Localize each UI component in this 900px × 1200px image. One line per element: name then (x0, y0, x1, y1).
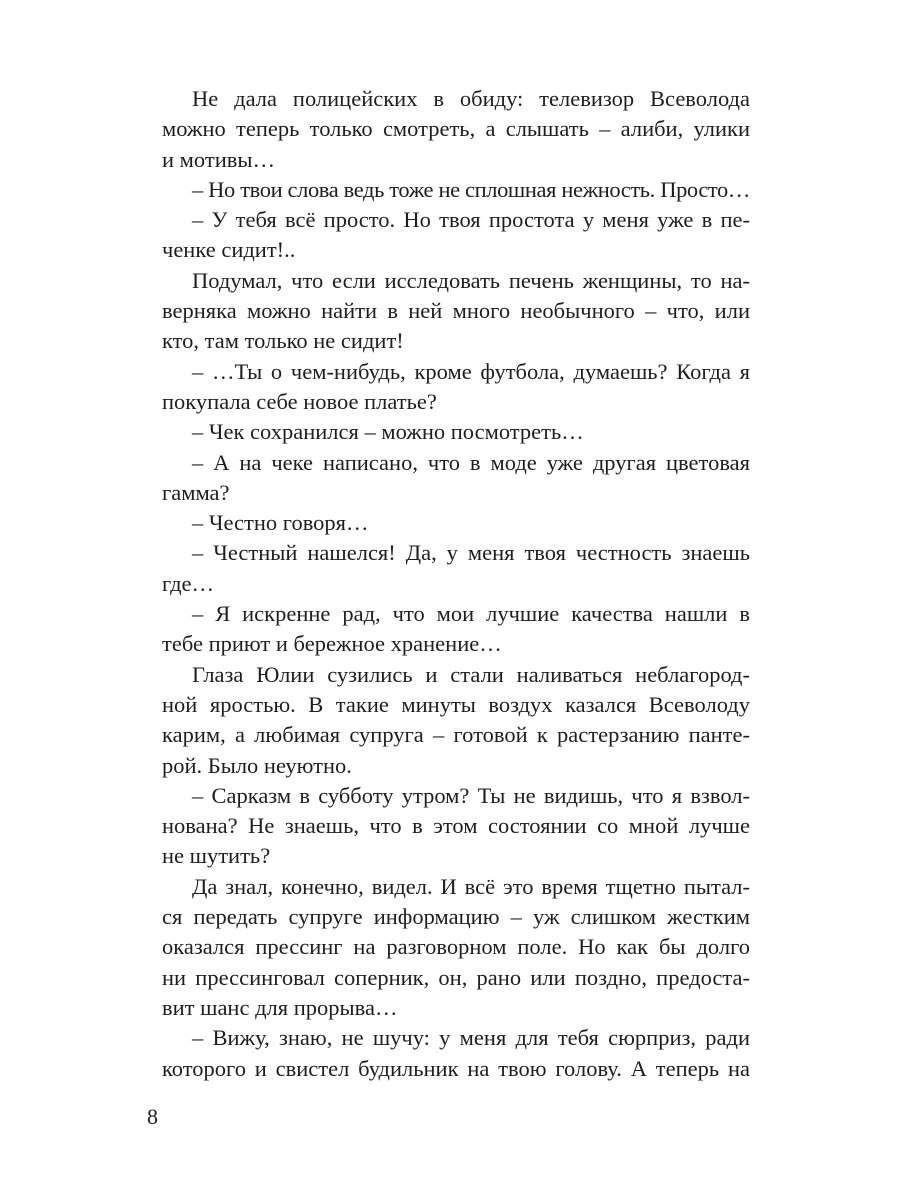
text-line: тебе приют и бережное хранение… (162, 631, 502, 657)
text-line: – Но твои слова ведь тоже не сплошная нежность. Просто… (192, 176, 750, 202)
text-line: карим, а любимая супруга – готовой к растерзанию панте- (162, 722, 750, 748)
text-line: покупала себе новое платье? (162, 388, 437, 414)
text-line: нована? Не знаешь, что в этом состоянии со мной лучше (162, 813, 750, 839)
text-line: – Сарказм в субботу утром? Ты не видишь, что я взвол- (192, 782, 750, 808)
page-number: 8 (147, 1104, 158, 1129)
text-line: и мотивы… (162, 146, 275, 172)
text-line: – У тебя всё просто. Но твоя простота у меня уже в пе- (192, 207, 750, 233)
text-line: – Честно говоря… (192, 510, 369, 536)
text-line: рой. Было неуютно. (162, 752, 352, 778)
text-line: можно теперь только смотреть, а слышать – алиби, улики (162, 116, 750, 142)
text-line: – Честный нашелся! Да, у меня твоя честность знаешь (192, 540, 750, 566)
text-line: верняка можно найти в ней много необычного – что, или (162, 298, 750, 324)
text-line: – А на чеке написано, что в моде уже другая цветовая (192, 449, 750, 475)
text-line: кто, там только не сидит! (162, 328, 404, 354)
body-text (162, 84, 750, 1084)
text-line: Подумал, что если исследовать печень женщины, то на- (192, 267, 750, 293)
text-line: ченке сидит!.. (162, 237, 296, 263)
text-line: где… (162, 570, 215, 596)
text-line: ной яростью. В такие минуты воздух казался Всеволоду (162, 691, 750, 717)
text-line: ся передать супруге информацию – уж слишком жестким (162, 904, 750, 930)
text-line: – …Ты о чем-нибудь, кроме футбола, думаешь? Когда я (192, 358, 750, 384)
text-line: Не дала полицейских в обиду: телевизор Всеволода (192, 86, 750, 111)
text-line: не шутить? (162, 843, 271, 869)
text-line: оказался прессинг на разговорном поле. Но как бы долго (162, 934, 750, 960)
text-line: – Я искренне рад, что мои лучшие качества нашли в (192, 601, 750, 627)
text-line: – Чек сохранился – можно посмотреть… (192, 419, 584, 445)
text-line: которого и свистел будильник на твою голову. А теперь на (162, 1055, 750, 1081)
text-line: – Вижу, знаю, не шучу: у меня для тебя сюрприз, ради (192, 1025, 750, 1051)
text-line: Да знал, конечно, видел. И всё это время тщетно пытал- (192, 873, 750, 899)
text-line: Глаза Юлии сузились и стали наливаться неблагород- (192, 661, 750, 687)
text-line: вит шанс для прорыва… (162, 994, 398, 1020)
text-line: гамма? (162, 479, 230, 505)
text-line: ни прессинговал соперник, он, рано или поздно, предоста- (162, 964, 750, 990)
